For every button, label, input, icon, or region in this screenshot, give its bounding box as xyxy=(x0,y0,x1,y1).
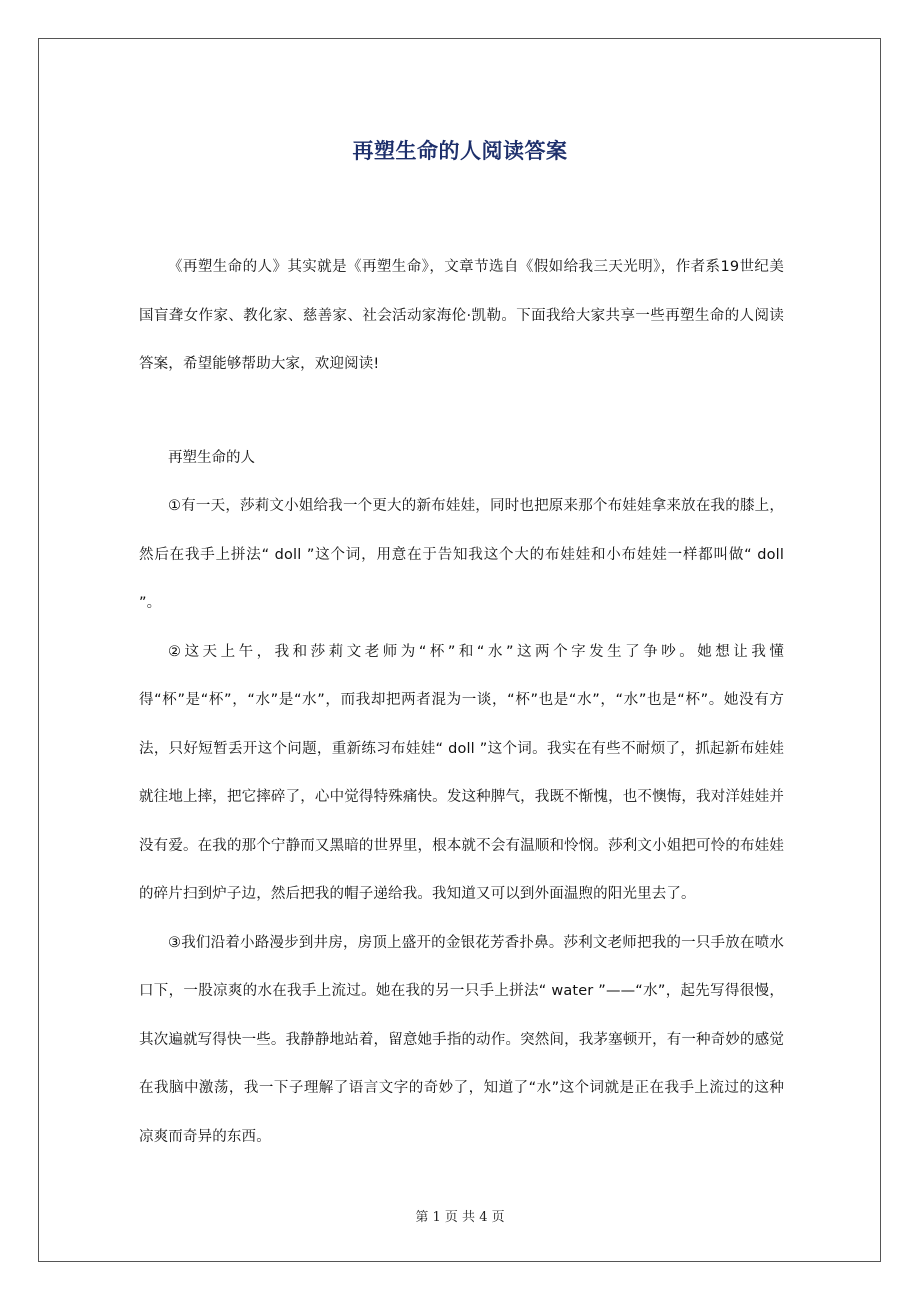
intro-paragraph: 《再塑生命的人》其实就是《再塑生命》，文章节选自《假如给我三天光明》，作者系19世纪美国盲聋女作家、教化家、慈善家、社会活动家海伦·凯勒。下面我给大家共享一些再塑生命的人阅读答案，希望能够帮助大家，欢迎阅读! xyxy=(139,259,784,372)
body-paragraph-2: ②这天上午，我和莎莉文老师为“杯”和“水”这两个字发生了争吵。她想让我懂得“杯”是“杯”，“水”是“水”，而我却把两者混为一谈，“杯”也是“水”，“水”也是“杯”。她没有方法，只好短暂丢开这个问题，重新练习布娃娃“ doll ”这个词。我实在有些不耐烦了，抓起新布娃娃就往地上摔，把它摔碎了，心中觉得特殊痛快。发这种脾气，我既不惭愧，也不懊悔，我对洋娃娃并没有爱。在我的那个宁静而又黑暗的世界里，根本就不会有温顺和怜悯。莎利文小姐把可怜的布娃娃的碎片扫到炉子边，然后把我的帽子递给我。我知道又可以到外面温煦的阳光里去了。 xyxy=(139,643,784,902)
page-footer: 第 1 页 共 4 页 xyxy=(415,1210,505,1225)
body-paragraph-3: ③我们沿着小路漫步到井房，房顶上盛开的金银花芳香扑鼻。莎利文老师把我的一只手放在喷水口下，一股凉爽的水在我手上流过。她在我的另一只手上拼法“ water ”——“水”，起先写得很慢，其次遍就写得快一些。我静静地站着，留意她手指的动作。突然间，我茅塞顿开，有一种奇妙的感觉在我脑中激荡，我一下子理解了语言文字的奇妙了，知道了“水”这个词就是正在我手上流过的这种凉爽而奇异的东西。 xyxy=(139,934,784,1145)
document-body xyxy=(139,243,784,1161)
body-paragraph-1: ①有一天，莎莉文小姐给我一个更大的新布娃娃，同时也把原来那个布娃娃拿来放在我的膝上，然后在我手上拼法“ doll ”这个词，用意在于告知我这个大的布娃娃和小布娃娃一样都叫做“ doll ”。 xyxy=(139,498,784,611)
section-heading: 再塑生命的人 xyxy=(168,449,255,466)
document-title: 再塑生命的人阅读答案 xyxy=(352,139,568,164)
